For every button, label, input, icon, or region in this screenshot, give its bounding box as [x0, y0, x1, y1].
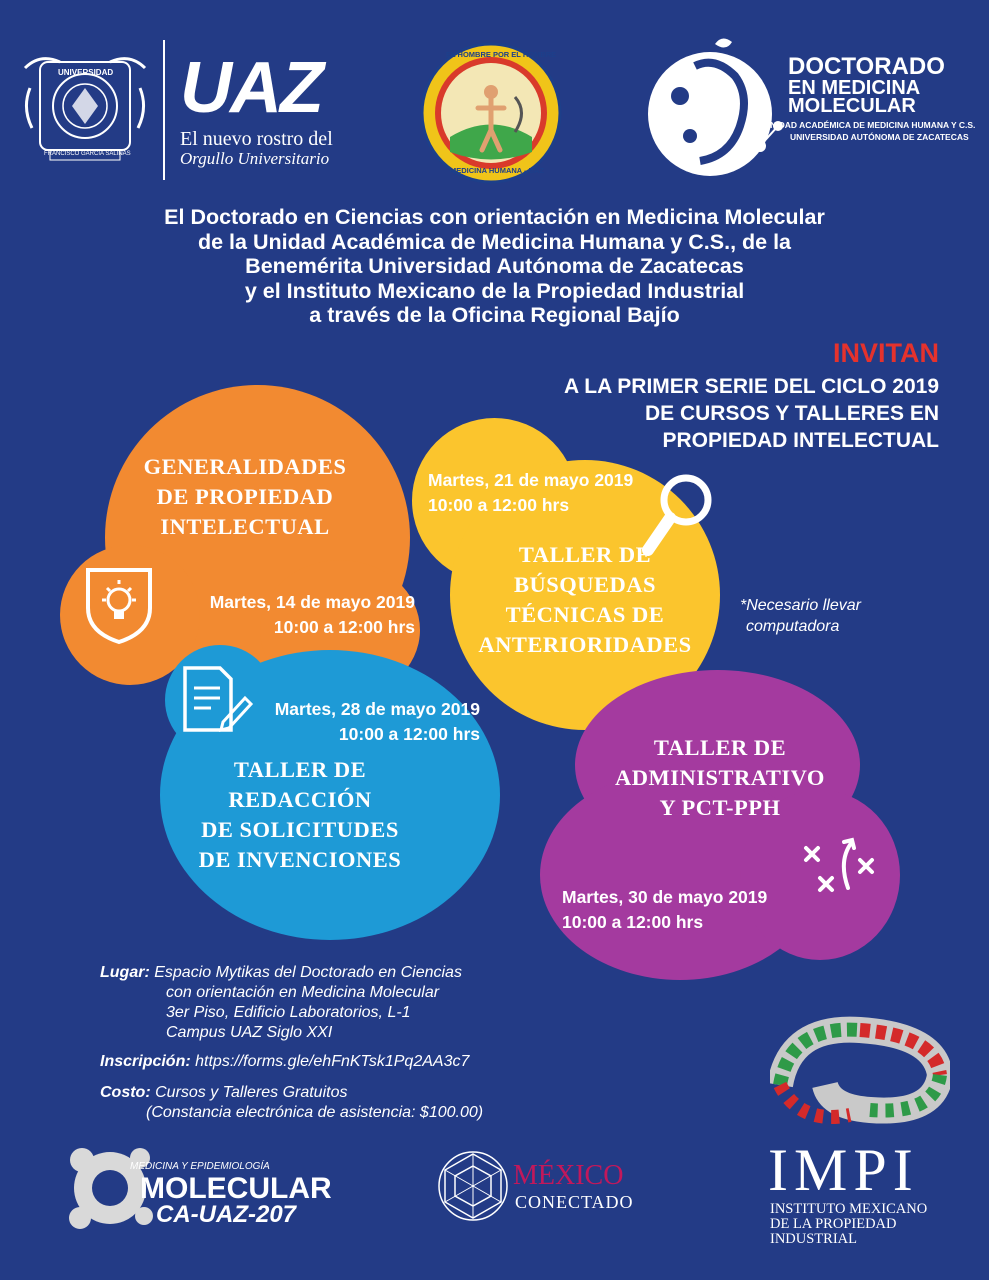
serie-line: A LA PRIMER SERIE DEL CICLO 2019 [564, 375, 939, 398]
workshop-3-date [225, 697, 480, 747]
workshop-1-title [120, 452, 370, 542]
title-line: INTELECTUAL [160, 514, 330, 539]
title-line: DE INVENCIONES [198, 847, 402, 872]
title-line: BÚSQUEDAS [513, 572, 657, 597]
invitan-heading: INVITAN [833, 338, 939, 368]
title-line: ANTERIORIDADES [478, 632, 692, 657]
title-line: DE PROPIEDAD [156, 484, 334, 509]
impi-sub-line: INDUSTRIAL [770, 1231, 857, 1247]
title-line: REDACCIÓN [228, 787, 372, 812]
lugar-line: 3er Piso, Edificio Laboratorios, L-1 [166, 1004, 411, 1021]
costo-value: Cursos y Talleres Gratuitos [155, 1084, 348, 1101]
conectado-text: CONECTADO [515, 1192, 634, 1212]
title-line: TALLER DE [518, 542, 652, 567]
workshop-3-title [165, 755, 435, 875]
inscripcion-link[interactable]: https://forms.gle/ehFnKTsk1Pq2AA3c7 [195, 1053, 470, 1070]
impi-sub-line: INSTITUTO MEXICANO [770, 1201, 928, 1217]
note-line: *Necesario llevar [740, 597, 861, 614]
serie-line: PROPIEDAD INTELECTUAL [662, 429, 939, 452]
note-line: computadora [746, 618, 840, 635]
title-line: GENERALIDADES [143, 454, 347, 479]
header-divider [163, 40, 165, 180]
lugar-label: Lugar: [100, 964, 150, 981]
workshop-4-title [585, 733, 855, 823]
doctorado-logo [640, 36, 976, 186]
doctorado-line2: EN MEDICINA [788, 77, 921, 99]
impi-ribbon-logo [770, 1015, 950, 1135]
costo-block [100, 1083, 483, 1123]
medicina-humana-seal [420, 42, 562, 184]
time-text: 10:00 a 12:00 hrs [562, 912, 704, 932]
title-line: DE SOLICITUDES [201, 817, 399, 842]
seal-bottom-motto: MEDICINA HUMANA - UAZ [450, 166, 545, 175]
workshop-1-date [150, 590, 415, 640]
computer-note [740, 595, 861, 637]
intro-line: Benemérita Universidad Autónoma de Zacatecas [245, 254, 744, 278]
impi-wordmark [768, 1137, 953, 1250]
inscripcion-block [100, 1052, 469, 1072]
lugar-block [100, 963, 462, 1043]
title-line: Y PCT-PPH [659, 795, 781, 820]
mexico-conectado-logo [435, 1148, 665, 1228]
doctorado-line3: MOLECULAR [788, 95, 916, 117]
strategy-icon [800, 830, 880, 900]
date-text: Martes, 21 de mayo 2019 [428, 470, 634, 490]
serie-heading [564, 373, 939, 454]
lugar-line: Espacio Mytikas del Doctorado en Ciencias [154, 964, 462, 981]
date-text: Martes, 28 de mayo 2019 [274, 699, 480, 719]
mol-big-text: MOLECULAR [140, 1172, 332, 1205]
seal-bottom-text: FRANCISCO GARCIA SALINAS [44, 151, 131, 157]
mol-code-text: CA-UAZ-207 [156, 1201, 297, 1228]
title-line: ADMINISTRATIVO [615, 765, 825, 790]
lugar-line: con orientación en Medicina Molecular [166, 984, 440, 1001]
lugar-line: Campus UAZ Siglo XXI [166, 1024, 333, 1041]
workshop-4-date [562, 885, 782, 935]
impi-sub-line: DE LA PROPIEDAD [770, 1216, 897, 1232]
intro-line: de la Unidad Académica de Medicina Humana y C.S., de la [197, 229, 792, 254]
mol-small-text: MEDICINA Y EPIDEMIOLOGÍA [130, 1161, 270, 1172]
doctorado-sub2: UNIVERSIDAD AUTÓNOMA DE ZACATECAS [790, 132, 969, 142]
title-line: TÉCNICAS DE [505, 602, 665, 627]
seal-top-text: UNIVERSIDAD [58, 68, 114, 77]
time-text: 10:00 a 12:00 hrs [428, 495, 570, 515]
uaz-seal [20, 48, 150, 166]
uaz-logo [180, 48, 355, 172]
time-text: 10:00 a 12:00 hrs [338, 724, 480, 744]
doctorado-line1: DOCTORADO [788, 53, 945, 80]
intro-line: a través de la Oficina Regional Bajío [309, 303, 680, 327]
mexico-text: MÉXICO [513, 1160, 624, 1191]
impi-title: IMPI [768, 1137, 919, 1203]
title-line: TALLER DE [233, 757, 367, 782]
title-line: TALLER DE [653, 735, 787, 760]
uaz-tagline-2: Orgullo Universitario [180, 149, 330, 168]
inscripcion-label: Inscripción: [100, 1053, 191, 1070]
doctorado-sub1: UNIDAD ACADÉMICA DE MEDICINA HUMANA Y C.S. [764, 120, 976, 130]
intro-line: El Doctorado en Ciencias con orientación en Medicina Molecular [164, 205, 825, 229]
lightbulb-shield-icon [80, 560, 158, 646]
costo-note: (Constancia electrónica de asistencia: $100.00) [146, 1104, 484, 1121]
intro-text [0, 205, 989, 328]
intro-line: y el Instituto Mexicano de la Propiedad Industrial [244, 278, 745, 303]
date-text: Martes, 14 de mayo 2019 [209, 592, 415, 612]
costo-label: Costo: [100, 1084, 151, 1101]
workshop-2-date [428, 468, 648, 518]
uaz-logo-text: UAZ [180, 48, 322, 128]
workshop-2-title [450, 540, 720, 660]
date-text: Martes, 30 de mayo 2019 [562, 887, 768, 907]
uaz-tagline-1: El nuevo rostro del [180, 128, 333, 150]
serie-line: DE CURSOS Y TALLERES EN [644, 402, 939, 425]
time-text: 10:00 a 12:00 hrs [273, 617, 415, 637]
seal-top-motto: EL HOMBRE POR EL HOMBRE [446, 50, 557, 59]
molecular-logo [60, 1138, 340, 1238]
